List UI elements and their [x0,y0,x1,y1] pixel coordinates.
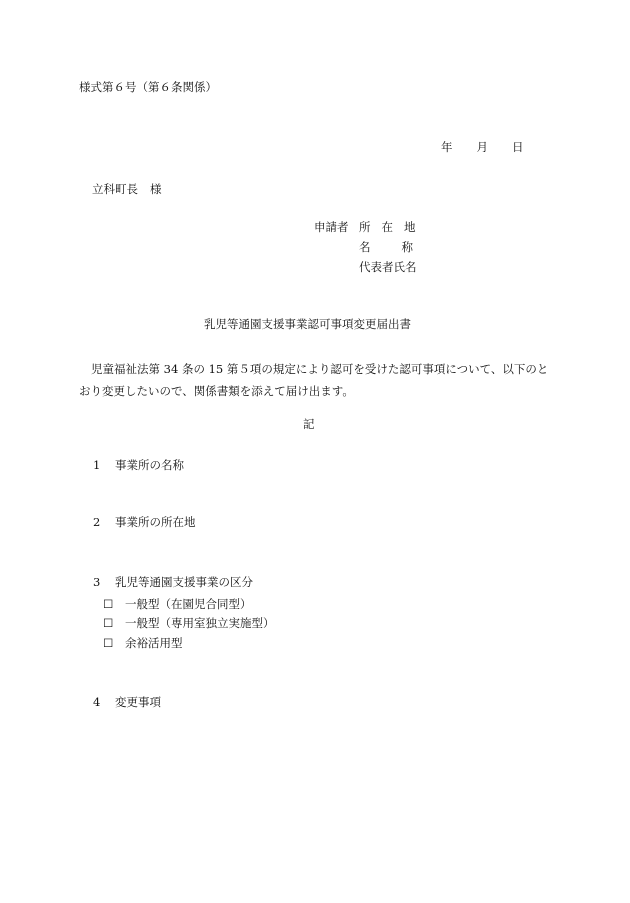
body-line-1: 児童福祉法第 34 条の 15 第５項の規定により認可を受けた認可事項について、以下のと [91,362,549,376]
addressee-name: 立科町長 [92,182,138,196]
checkbox-icon[interactable]: ☐ [103,597,114,611]
item-service-category [93,577,253,589]
item-label: 事業所の名称 [115,458,184,472]
checkbox-icon[interactable]: ☐ [103,636,114,650]
ki-heading: 記 [303,417,315,431]
date-day: 日 [512,140,524,154]
item-number: 4 [93,695,101,709]
addressee [92,184,162,196]
form-number: 様式第６号（第６条関係） [79,80,217,94]
item-label: 乳児等通園支援事業の区分 [115,575,253,589]
option-general-joint[interactable] [103,599,252,611]
item-number: 1 [93,458,101,472]
option-label: 一般型（専用室独立実施型） [125,616,275,630]
body-paragraph [79,358,559,402]
date-month: 月 [476,140,488,154]
document-title: 乳児等通園支援事業認可事項変更届出書 [204,317,411,331]
date-line [441,142,524,154]
option-spare-capacity[interactable] [103,638,183,650]
option-label: 余裕活用型 [125,636,183,650]
item-number: 3 [93,575,101,589]
addressee-honorific: 様 [150,182,162,196]
item-label: 事業所の所在地 [115,515,196,529]
item-label: 変更事項 [115,695,161,709]
item-facility-address [93,517,196,529]
option-general-dedicated[interactable] [103,618,275,630]
item-facility-name [93,460,184,472]
applicant-name-label: 名称 [359,240,444,254]
checkbox-icon[interactable]: ☐ [103,616,114,630]
body-line-2: おり変更したいので、関係書類を添えて届け出ます。 [79,384,354,398]
applicant-address-label: 所在地 [359,220,427,234]
applicant-label: 申請者 [314,220,349,234]
item-change-details [93,697,161,709]
applicant-representative-label: 代表者氏名 [359,260,417,274]
option-label: 一般型（在園児合同型） [125,597,252,611]
item-number: 2 [93,515,101,529]
date-year: 年 [441,140,453,154]
